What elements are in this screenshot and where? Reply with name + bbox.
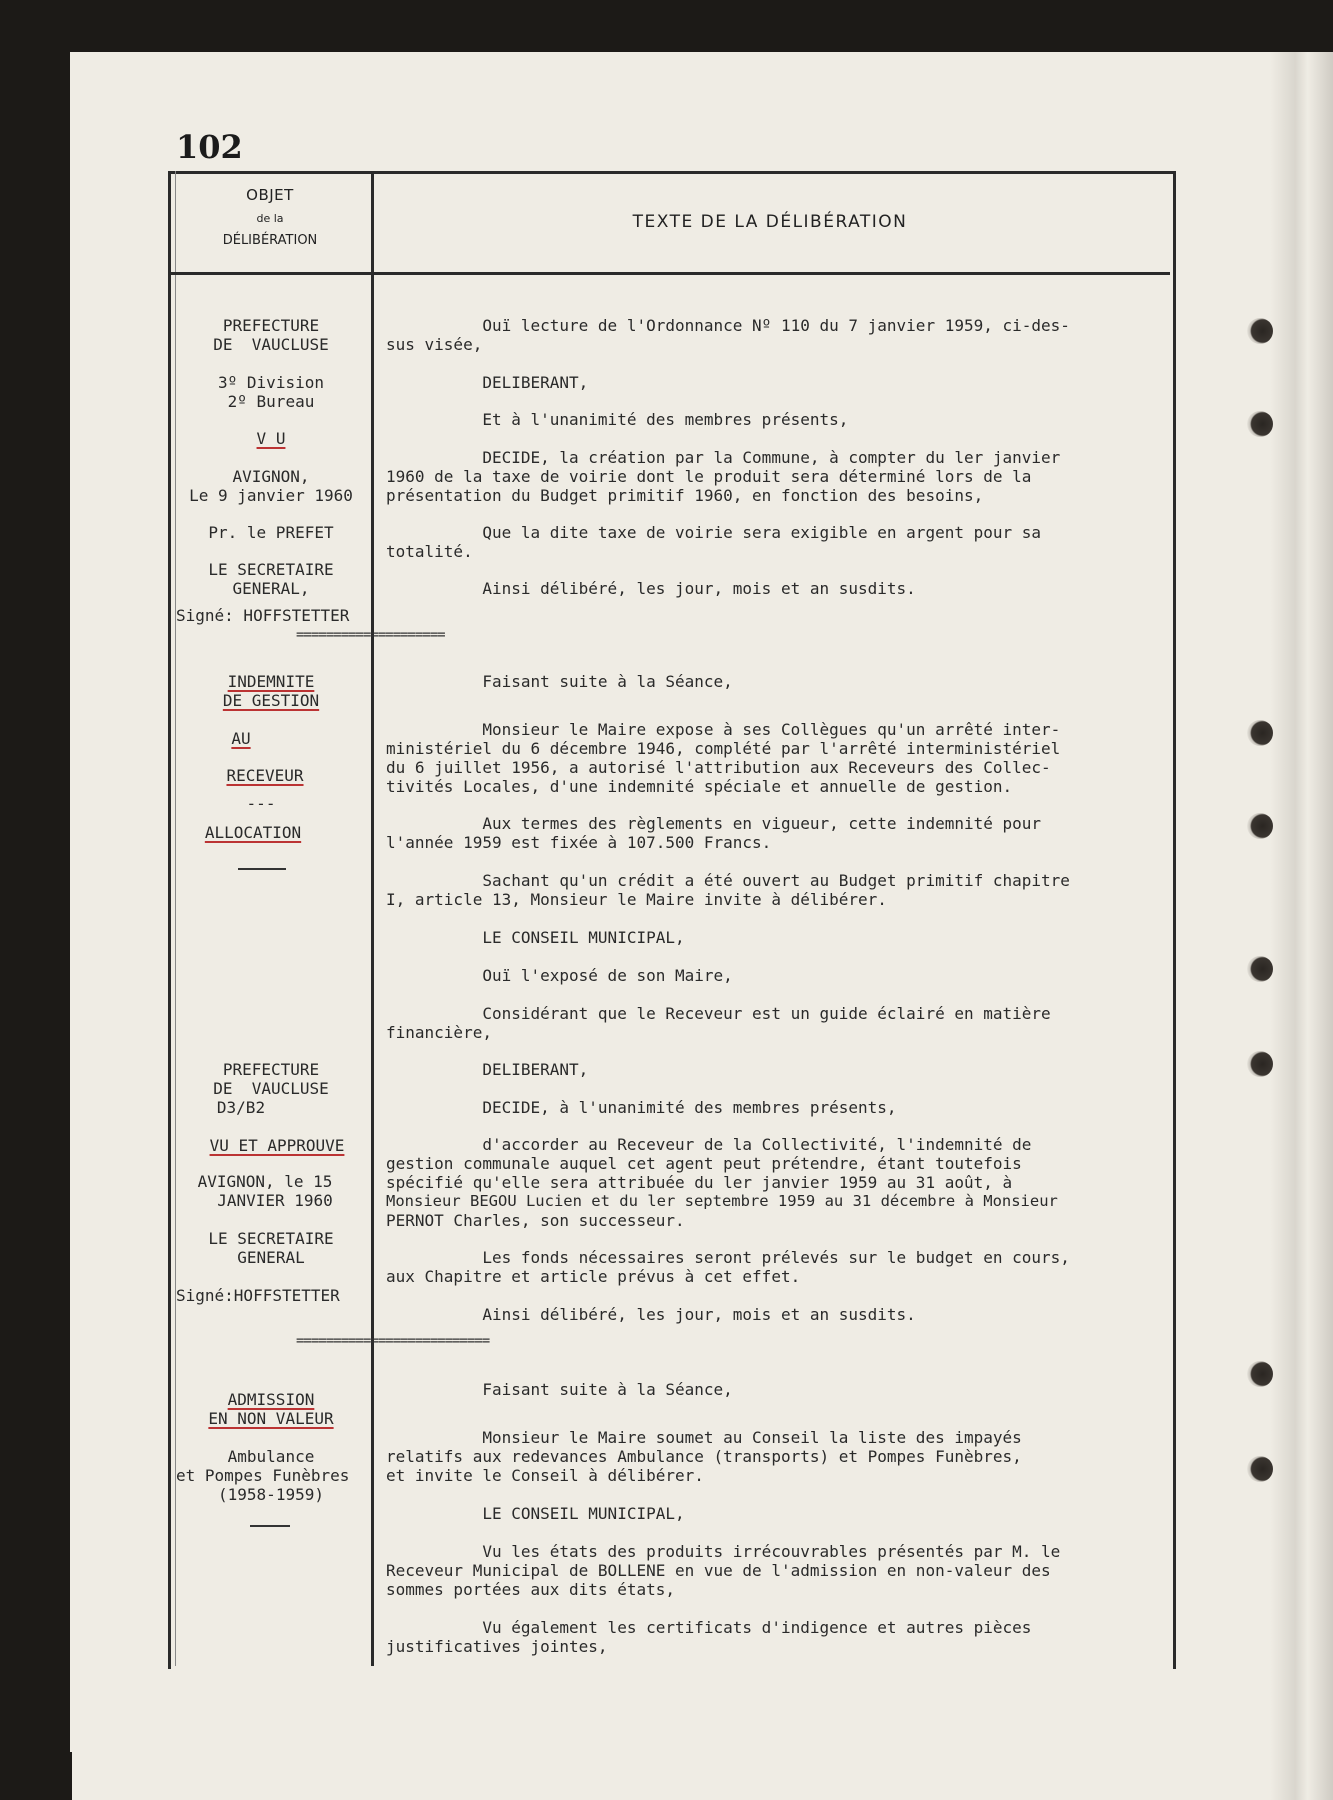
body-line: financière, <box>386 1023 492 1042</box>
body-line: Ouï lecture de l'Ordonnance Nº 110 du 7 janvier 1959, ci-des- <box>386 316 1070 335</box>
margin-line: et Pompes Funèbres <box>176 1466 350 1485</box>
body-line: sus visée, <box>386 335 483 354</box>
margin-heading: DE GESTION <box>222 691 320 710</box>
body-line: Faisant suite à la Séance, <box>386 1380 733 1399</box>
page-number: 102 <box>176 128 243 166</box>
body-line: Sachant qu'un crédit a été ouvert au Budget primitif chapitre <box>386 871 1070 890</box>
body-line: relatifs aux redevances Ambulance (transports) et Pompes Funèbres, <box>386 1447 1022 1466</box>
body-line: et invite le Conseil à délibérer. <box>386 1466 704 1485</box>
body-line: Et à l'unanimité des membres présents, <box>386 410 849 429</box>
body-line: I, article 13, Monsieur le Maire invite à délibérer. <box>386 890 887 909</box>
margin-line: (1958-1959) <box>218 1485 324 1504</box>
body-line: Ainsi délibéré, les jour, mois et an susdits. <box>386 579 916 598</box>
body-line: Considérant que le Receveur est un guide éclairé en matière <box>386 1004 1051 1023</box>
margin-heading: RECEVEUR <box>226 766 304 785</box>
margin-heading: AU <box>231 729 251 748</box>
margin-signature: Signé:HOFFSTETTER <box>176 1286 340 1305</box>
punch-hole <box>1247 318 1273 344</box>
body-line: Receveur Municipal de BOLLENE en vue de l'admission en non-valeur des <box>386 1561 1051 1580</box>
margin-line: Pr. le PREFET <box>208 523 334 542</box>
body-line: d'accorder au Receveur de la Collectivité, l'indemnité de <box>386 1135 1032 1154</box>
margin-heading: V U <box>256 429 286 448</box>
punch-hole <box>1247 813 1273 839</box>
margin-line: PREFECTURE <box>222 1060 320 1079</box>
body-line: gestion communale auquel cet agent peut prétendre, étant toutefois <box>386 1154 1022 1173</box>
margin-line: LE SECRETAIRE <box>208 560 334 579</box>
body-line: DECIDE, à l'unanimité des membres présents, <box>386 1098 897 1117</box>
header-objet: OBJET <box>246 186 294 204</box>
margin-line: D3/B2 <box>216 1098 266 1117</box>
margin-heading: ALLOCATION <box>204 823 302 842</box>
body-line: aux Chapitre et article prévus à cet effet. <box>386 1267 801 1286</box>
margin-line: LE SECRETAIRE <box>208 1229 334 1248</box>
body-line: présentation du Budget primitif 1960, en fonction des besoins, <box>386 486 984 505</box>
body-line: Aux termes des règlements en vigueur, cette indemnité pour <box>386 814 1042 833</box>
body-line: ministériel du 6 décembre 1946, complété par l'arrêté interministériel <box>386 739 1061 758</box>
margin-line: AVIGNON, <box>232 467 310 486</box>
margin-line: JANVIER 1960 <box>217 1191 333 1210</box>
body-line: Ouï l'exposé de son Maire, <box>386 966 733 985</box>
body-line: LE CONSEIL MUNICIPAL, <box>386 1504 685 1523</box>
underline-dash <box>250 1525 290 1527</box>
body-line: DECIDE, la création par la Commune, à compter du ler janvier <box>386 448 1061 467</box>
section-separator: ==================== <box>296 627 445 643</box>
body-line: Monsieur le Maire expose à ses Collègues qu'un arrêté inter- <box>386 720 1061 739</box>
body-line: Vu également les certificats d'indigence et autres pièces <box>386 1618 1032 1637</box>
margin-heading: VU ET APPROUVE <box>209 1136 345 1155</box>
margin-line: --- <box>246 794 276 813</box>
body-line: totalité. <box>386 542 473 561</box>
margin-line: DE VAUCLUSE <box>213 1079 329 1098</box>
body-line: DELIBERANT, <box>386 1060 589 1079</box>
body-line: Ainsi délibéré, les jour, mois et an susdits. <box>386 1305 916 1324</box>
punch-hole <box>1247 411 1273 437</box>
punch-hole <box>1247 1051 1273 1077</box>
object-column-header <box>172 186 368 248</box>
body-line: Monsieur le Maire soumet au Conseil la liste des impayés <box>386 1428 1022 1447</box>
punch-hole <box>1247 1456 1273 1482</box>
margin-line: GENERAL, <box>232 579 310 598</box>
margin-heading: EN NON VALEUR <box>208 1409 334 1428</box>
margin-line: DE VAUCLUSE <box>213 335 329 354</box>
body-line: 1960 de la taxe de voirie dont le produit sera déterminé lors de la <box>386 467 1032 486</box>
body-line: Faisant suite à la Séance, <box>386 672 733 691</box>
margin-line: PREFECTURE <box>222 316 320 335</box>
text-column-header: TEXTE DE LA DÉLIBÉRATION <box>632 212 908 232</box>
body-line: Vu les états des produits irrécouvrables présentés par M. le <box>386 1542 1061 1561</box>
body-line: Les fonds nécessaires seront prélevés sur le budget en cours, <box>386 1248 1070 1267</box>
margin-line: 3º Division <box>218 373 324 392</box>
margin-signature: Signé: HOFFSTETTER <box>176 606 350 625</box>
body-line: DELIBERANT, <box>386 373 589 392</box>
punch-hole <box>1247 720 1273 746</box>
body-line: LE CONSEIL MUNICIPAL, <box>386 928 685 947</box>
section-separator: ========================== <box>296 1333 490 1349</box>
body-line: tivités Locales, d'une indemnité spéciale et annuelle de gestion. <box>386 777 1013 796</box>
body-line: justificatives jointes, <box>386 1637 608 1656</box>
punch-hole <box>1247 956 1273 982</box>
body-line: l'année 1959 est fixée à 107.500 Francs. <box>386 833 772 852</box>
body-line: Monsieur BEGOU Lucien et du ler septembre 1959 au 31 décembre à Monsieur <box>386 1192 1058 1210</box>
body-line: sommes portées aux dits états, <box>386 1580 675 1599</box>
body-line: du 6 juillet 1956, a autorisé l'attribution aux Receveurs des Collec- <box>386 758 1051 777</box>
margin-line: Ambulance <box>227 1447 315 1466</box>
margin-line: 2º Bureau <box>227 392 315 411</box>
binding-fold <box>1270 52 1333 1800</box>
body-line: Que la dite taxe de voirie sera exigible en argent pour sa <box>386 523 1042 542</box>
margin-heading: INDEMNITE <box>227 672 315 691</box>
punch-hole <box>1247 1361 1273 1387</box>
margin-heading: ADMISSION <box>227 1390 315 1409</box>
margin-line: AVIGNON, le 15 <box>197 1172 333 1191</box>
margin-line: GENERAL <box>237 1248 305 1267</box>
margin-line: Le 9 janvier 1960 <box>189 486 353 505</box>
header-rule <box>171 272 1170 275</box>
body-line: spécifié qu'elle sera attribuée du ler janvier 1959 au 31 août, à <box>386 1173 1013 1192</box>
body-line: PERNOT Charles, son successeur. <box>386 1211 685 1230</box>
underline-dash <box>238 868 286 870</box>
header-de-la: de la <box>256 212 284 225</box>
header-deliberation: DÉLIBÉRATION <box>222 233 318 248</box>
